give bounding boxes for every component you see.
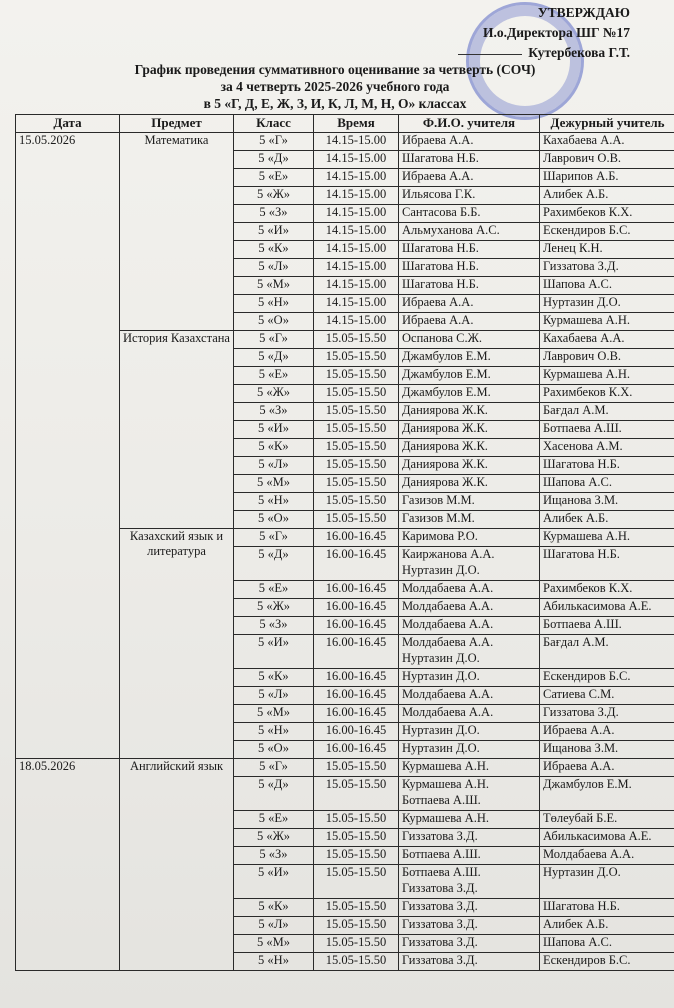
class-cell: 5 «Е» xyxy=(234,169,314,187)
teacher-name: Ильясова Г.К. xyxy=(402,187,476,201)
approval-signature-line xyxy=(370,43,630,63)
class-cell: 5 «Ж» xyxy=(234,599,314,617)
time-cell: 15.05-15.50 xyxy=(314,403,399,421)
teacher-cell xyxy=(399,511,540,529)
teacher-cell xyxy=(399,475,540,493)
teacher-cell xyxy=(399,457,540,475)
teacher-name: Ибраева А.А. xyxy=(402,295,474,309)
class-cell: 5 «Ж» xyxy=(234,385,314,403)
teacher-name: Каиржанова А.А. xyxy=(402,547,495,561)
teacher-name: Ибраева А.А. xyxy=(402,169,474,183)
date-cell: 18.05.2026 xyxy=(16,759,120,971)
subject-cell: Математика xyxy=(120,133,234,331)
duty-teacher-cell: Кахабаева А.А. xyxy=(540,331,674,349)
teacher-name: Гиззатова З.Д. xyxy=(402,899,478,913)
teacher-name: Гиззатова З.Д. xyxy=(402,829,478,843)
duty-teacher-cell: Бағдал А.М. xyxy=(540,635,674,669)
duty-teacher-cell: Шапова А.С. xyxy=(540,475,674,493)
approval-heading: УТВЕРЖДАЮ xyxy=(537,5,630,20)
duty-teacher-cell: Рахимбеков К.Х. xyxy=(540,205,674,223)
teacher-name: Шагатова Н.Б. xyxy=(402,259,479,273)
teacher-name: Оспанова С.Ж. xyxy=(402,331,482,345)
duty-teacher-cell: Ботпаева А.Ш. xyxy=(540,617,674,635)
duty-teacher-cell: Ибраева А.А. xyxy=(540,759,674,777)
time-cell: 15.05-15.50 xyxy=(314,493,399,511)
time-cell: 16.00-16.45 xyxy=(314,669,399,687)
class-cell: 5 «Н» xyxy=(234,723,314,741)
duty-teacher-cell: Шапова А.С. xyxy=(540,935,674,953)
teacher-name: Нуртазин Д.О. xyxy=(402,741,480,755)
time-cell: 15.05-15.50 xyxy=(314,511,399,529)
subject-cell: История Казахстана xyxy=(120,331,234,529)
duty-teacher-cell: Лаврович О.В. xyxy=(540,151,674,169)
teacher-name: Курмашева А.Н. xyxy=(402,811,489,825)
time-cell: 15.05-15.50 xyxy=(314,349,399,367)
duty-teacher-cell: Абилькасимова А.Е. xyxy=(540,829,674,847)
time-cell: 16.00-16.45 xyxy=(314,529,399,547)
approval-block xyxy=(370,3,630,63)
teacher-cell xyxy=(399,741,540,759)
header-class: Класс xyxy=(234,115,314,133)
time-cell: 16.00-16.45 xyxy=(314,741,399,759)
table-header-row xyxy=(16,115,674,133)
time-cell: 16.00-16.45 xyxy=(314,547,399,581)
teacher-name: Ботпаева А.Ш. xyxy=(402,865,481,879)
teacher-name: Газизов М.М. xyxy=(402,493,475,507)
teacher-name: Гиззатова З.Д. xyxy=(402,880,478,895)
duty-teacher-cell: Курмашева А.Н. xyxy=(540,529,674,547)
class-cell: 5 «Г» xyxy=(234,529,314,547)
teacher-cell xyxy=(399,331,540,349)
duty-teacher-cell: Ескендиров Б.С. xyxy=(540,223,674,241)
subject-cell: Казахский язык и литература xyxy=(120,529,234,759)
time-cell: 15.05-15.50 xyxy=(314,847,399,865)
duty-teacher-cell: Шапова А.С. xyxy=(540,277,674,295)
class-cell: 5 «М» xyxy=(234,277,314,295)
time-cell: 14.15-15.00 xyxy=(314,151,399,169)
time-cell: 15.05-15.50 xyxy=(314,367,399,385)
class-cell: 5 «К» xyxy=(234,439,314,457)
teacher-name: Молдабаева А.А. xyxy=(402,581,494,595)
teacher-name: Даниярова Ж.К. xyxy=(402,421,488,435)
teacher-name: Газизов М.М. xyxy=(402,511,475,525)
teacher-cell xyxy=(399,205,540,223)
time-cell: 14.15-15.00 xyxy=(314,277,399,295)
class-cell: 5 «М» xyxy=(234,705,314,723)
header-time: Время xyxy=(314,115,399,133)
teacher-name: Шагатова Н.Б. xyxy=(402,241,479,255)
header-subject: Предмет xyxy=(120,115,234,133)
teacher-cell xyxy=(399,385,540,403)
class-cell: 5 «З» xyxy=(234,847,314,865)
time-cell: 16.00-16.45 xyxy=(314,617,399,635)
duty-teacher-cell: Джамбулов Е.М. xyxy=(540,777,674,811)
teacher-cell xyxy=(399,277,540,295)
class-cell: 5 «Н» xyxy=(234,493,314,511)
class-cell: 5 «К» xyxy=(234,241,314,259)
teacher-name: Джамбулов Е.М. xyxy=(402,367,491,381)
teacher-name: Нуртазин Д.О. xyxy=(402,723,480,737)
duty-teacher-cell: Ленец К.Н. xyxy=(540,241,674,259)
duty-teacher-cell: Ботпаева А.Ш. xyxy=(540,421,674,439)
teacher-name: Гиззатова З.Д. xyxy=(402,953,478,967)
approval-position: И.о.Директора ШГ №17 xyxy=(482,25,630,40)
teacher-cell xyxy=(399,617,540,635)
class-cell: 5 «Д» xyxy=(234,777,314,811)
teacher-cell xyxy=(399,349,540,367)
time-cell: 14.15-15.00 xyxy=(314,241,399,259)
time-cell: 16.00-16.45 xyxy=(314,635,399,669)
time-cell: 16.00-16.45 xyxy=(314,705,399,723)
time-cell: 15.05-15.50 xyxy=(314,457,399,475)
teacher-name: Нуртазин Д.О. xyxy=(402,669,480,683)
teacher-cell xyxy=(399,777,540,811)
teacher-name: Нуртазин Д.О. xyxy=(402,650,480,665)
teacher-cell xyxy=(399,403,540,421)
date-cell: 15.05.2026 xyxy=(16,133,120,759)
duty-teacher-cell: Ескендиров Б.С. xyxy=(540,669,674,687)
duty-teacher-cell: Шагатова Н.Б. xyxy=(540,547,674,581)
teacher-cell xyxy=(399,367,540,385)
teacher-cell xyxy=(399,811,540,829)
duty-teacher-cell: Гиззатова З.Д. xyxy=(540,705,674,723)
teacher-cell xyxy=(399,935,540,953)
teacher-cell xyxy=(399,865,540,899)
teacher-cell xyxy=(399,581,540,599)
class-cell: 5 «Г» xyxy=(234,759,314,777)
teacher-name: Молдабаева А.А. xyxy=(402,635,494,649)
duty-teacher-cell: Молдабаева А.А. xyxy=(540,847,674,865)
class-cell: 5 «Л» xyxy=(234,457,314,475)
class-cell: 5 «Е» xyxy=(234,367,314,385)
duty-teacher-cell: Гиззатова З.Д. xyxy=(540,259,674,277)
class-cell: 5 «О» xyxy=(234,313,314,331)
teacher-name: Курмашева А.Н. xyxy=(402,777,489,791)
time-cell: 15.05-15.50 xyxy=(314,331,399,349)
class-cell: 5 «З» xyxy=(234,403,314,421)
teacher-cell xyxy=(399,133,540,151)
schedule-table xyxy=(15,114,674,971)
teacher-name: Молдабаева А.А. xyxy=(402,705,494,719)
teacher-name: Даниярова Ж.К. xyxy=(402,403,488,417)
teacher-name: Нуртазин Д.О. xyxy=(402,562,480,577)
teacher-name: Каримова Р.О. xyxy=(402,529,478,543)
time-cell: 14.15-15.00 xyxy=(314,187,399,205)
teacher-cell xyxy=(399,723,540,741)
header-teacher: Ф.И.О. учителя xyxy=(399,115,540,133)
duty-teacher-cell: Ескендиров Б.С. xyxy=(540,953,674,971)
teacher-cell xyxy=(399,847,540,865)
class-cell: 5 «З» xyxy=(234,205,314,223)
header-date: Дата xyxy=(16,115,120,133)
time-cell: 15.05-15.50 xyxy=(314,439,399,457)
duty-teacher-cell: Рахимбеков К.Х. xyxy=(540,581,674,599)
time-cell: 14.15-15.00 xyxy=(314,205,399,223)
title-line-2: за 4 четверть 2025-2026 учебного года xyxy=(220,79,450,94)
teacher-name: Молдабаева А.А. xyxy=(402,687,494,701)
approval-name: Кутербекова Г.Т. xyxy=(528,45,630,60)
duty-teacher-cell: Лаврович О.В. xyxy=(540,349,674,367)
class-cell: 5 «Г» xyxy=(234,331,314,349)
time-cell: 16.00-16.45 xyxy=(314,723,399,741)
duty-teacher-cell: Шагатова Н.Б. xyxy=(540,457,674,475)
class-cell: 5 «Л» xyxy=(234,917,314,935)
duty-teacher-cell: Хасенова А.М. xyxy=(540,439,674,457)
teacher-cell xyxy=(399,759,540,777)
teacher-cell xyxy=(399,705,540,723)
signature-blank xyxy=(458,54,522,55)
duty-teacher-cell: Абилькасимова А.Е. xyxy=(540,599,674,617)
time-cell: 15.05-15.50 xyxy=(314,421,399,439)
duty-teacher-cell: Төлеубай Б.Е. xyxy=(540,811,674,829)
time-cell: 15.05-15.50 xyxy=(314,759,399,777)
teacher-cell xyxy=(399,917,540,935)
class-cell: 5 «М» xyxy=(234,935,314,953)
teacher-cell xyxy=(399,421,540,439)
time-cell: 15.05-15.50 xyxy=(314,917,399,935)
class-cell: 5 «Д» xyxy=(234,547,314,581)
teacher-name: Шагатова Н.Б. xyxy=(402,151,479,165)
class-cell: 5 «Г» xyxy=(234,133,314,151)
class-cell: 5 «Е» xyxy=(234,581,314,599)
duty-teacher-cell: Алибек А.Б. xyxy=(540,187,674,205)
teacher-cell xyxy=(399,829,540,847)
teacher-name: Гиззатова З.Д. xyxy=(402,917,478,931)
duty-teacher-cell: Курмашева А.Н. xyxy=(540,313,674,331)
class-cell: 5 «Н» xyxy=(234,295,314,313)
duty-teacher-cell: Ищанова З.М. xyxy=(540,493,674,511)
teacher-name: Даниярова Ж.К. xyxy=(402,457,488,471)
class-cell: 5 «Л» xyxy=(234,259,314,277)
class-cell: 5 «О» xyxy=(234,741,314,759)
table-body xyxy=(16,133,674,971)
teacher-cell xyxy=(399,599,540,617)
duty-teacher-cell: Алибек А.Б. xyxy=(540,917,674,935)
teacher-cell xyxy=(399,687,540,705)
time-cell: 15.05-15.50 xyxy=(314,475,399,493)
time-cell: 16.00-16.45 xyxy=(314,687,399,705)
document-title xyxy=(120,61,550,112)
duty-teacher-cell: Ищанова З.М. xyxy=(540,741,674,759)
time-cell: 16.00-16.45 xyxy=(314,599,399,617)
teacher-name: Курмашева А.Н. xyxy=(402,759,489,773)
teacher-name: Сантасова Б.Б. xyxy=(402,205,481,219)
teacher-cell xyxy=(399,151,540,169)
duty-teacher-cell: Кахабаева А.А. xyxy=(540,133,674,151)
class-cell: 5 «И» xyxy=(234,223,314,241)
time-cell: 14.15-15.00 xyxy=(314,133,399,151)
teacher-cell xyxy=(399,187,540,205)
teacher-name: Молдабаева А.А. xyxy=(402,599,494,613)
class-cell: 5 «Ж» xyxy=(234,187,314,205)
duty-teacher-cell: Шагатова Н.Б. xyxy=(540,899,674,917)
time-cell: 15.05-15.50 xyxy=(314,935,399,953)
time-cell: 15.05-15.50 xyxy=(314,953,399,971)
teacher-name: Гиззатова З.Д. xyxy=(402,935,478,949)
class-cell: 5 «З» xyxy=(234,617,314,635)
duty-teacher-cell: Шарипов А.Б. xyxy=(540,169,674,187)
class-cell: 5 «Д» xyxy=(234,151,314,169)
teacher-cell xyxy=(399,169,540,187)
duty-teacher-cell: Рахимбеков К.Х. xyxy=(540,385,674,403)
duty-teacher-cell: Нуртазин Д.О. xyxy=(540,295,674,313)
title-line-3: в 5 «Г, Д, Е, Ж, З, И, К, Л, М, Н, О» классах xyxy=(203,96,467,111)
class-cell: 5 «М» xyxy=(234,475,314,493)
teacher-cell xyxy=(399,439,540,457)
teacher-name: Даниярова Ж.К. xyxy=(402,475,488,489)
time-cell: 16.00-16.45 xyxy=(314,581,399,599)
teacher-name: Джамбулов Е.М. xyxy=(402,349,491,363)
table-row xyxy=(16,759,674,777)
class-cell: 5 «К» xyxy=(234,899,314,917)
teacher-cell xyxy=(399,223,540,241)
duty-teacher-cell: Ибраева А.А. xyxy=(540,723,674,741)
teacher-cell xyxy=(399,953,540,971)
duty-teacher-cell: Алибек А.Б. xyxy=(540,511,674,529)
title-line-1: График проведения суммативного оценивание за четверть (СОЧ) xyxy=(134,62,536,77)
teacher-cell xyxy=(399,295,540,313)
table-row xyxy=(16,133,674,151)
teacher-cell xyxy=(399,493,540,511)
time-cell: 15.05-15.50 xyxy=(314,899,399,917)
teacher-name: Джамбулов Е.М. xyxy=(402,385,491,399)
time-cell: 15.05-15.50 xyxy=(314,811,399,829)
teacher-cell xyxy=(399,899,540,917)
class-cell: 5 «Д» xyxy=(234,349,314,367)
teacher-cell xyxy=(399,547,540,581)
teacher-cell xyxy=(399,313,540,331)
class-cell: 5 «И» xyxy=(234,635,314,669)
teacher-name: Молдабаева А.А. xyxy=(402,617,494,631)
teacher-name: Даниярова Ж.К. xyxy=(402,439,488,453)
time-cell: 14.15-15.00 xyxy=(314,313,399,331)
time-cell: 15.05-15.50 xyxy=(314,385,399,403)
class-cell: 5 «О» xyxy=(234,511,314,529)
time-cell: 15.05-15.50 xyxy=(314,777,399,811)
header-duty-teacher: Дежурный учитель xyxy=(540,115,674,133)
time-cell: 14.15-15.00 xyxy=(314,259,399,277)
duty-teacher-cell: Бағдал А.М. xyxy=(540,403,674,421)
teacher-cell xyxy=(399,669,540,687)
time-cell: 14.15-15.00 xyxy=(314,295,399,313)
duty-teacher-cell: Курмашева А.Н. xyxy=(540,367,674,385)
class-cell: 5 «Ж» xyxy=(234,829,314,847)
teacher-name: Ибраева А.А. xyxy=(402,133,474,147)
teacher-name: Альмуханова А.С. xyxy=(402,223,500,237)
time-cell: 15.05-15.50 xyxy=(314,865,399,899)
teacher-cell xyxy=(399,529,540,547)
teacher-cell xyxy=(399,241,540,259)
teacher-name: Ботпаева А.Ш. xyxy=(402,792,481,807)
class-cell: 5 «И» xyxy=(234,865,314,899)
class-cell: 5 «Л» xyxy=(234,687,314,705)
class-cell: 5 «Н» xyxy=(234,953,314,971)
teacher-name: Шагатова Н.Б. xyxy=(402,277,479,291)
time-cell: 15.05-15.50 xyxy=(314,829,399,847)
duty-teacher-cell: Сатиева С.М. xyxy=(540,687,674,705)
teacher-name: Ибраева А.А. xyxy=(402,313,474,327)
subject-cell: Английский язык xyxy=(120,759,234,971)
class-cell: 5 «К» xyxy=(234,669,314,687)
class-cell: 5 «И» xyxy=(234,421,314,439)
teacher-cell xyxy=(399,635,540,669)
time-cell: 14.15-15.00 xyxy=(314,169,399,187)
teacher-cell xyxy=(399,259,540,277)
class-cell: 5 «Е» xyxy=(234,811,314,829)
duty-teacher-cell: Нуртазин Д.О. xyxy=(540,865,674,899)
teacher-name: Ботпаева А.Ш. xyxy=(402,847,481,861)
time-cell: 14.15-15.00 xyxy=(314,223,399,241)
